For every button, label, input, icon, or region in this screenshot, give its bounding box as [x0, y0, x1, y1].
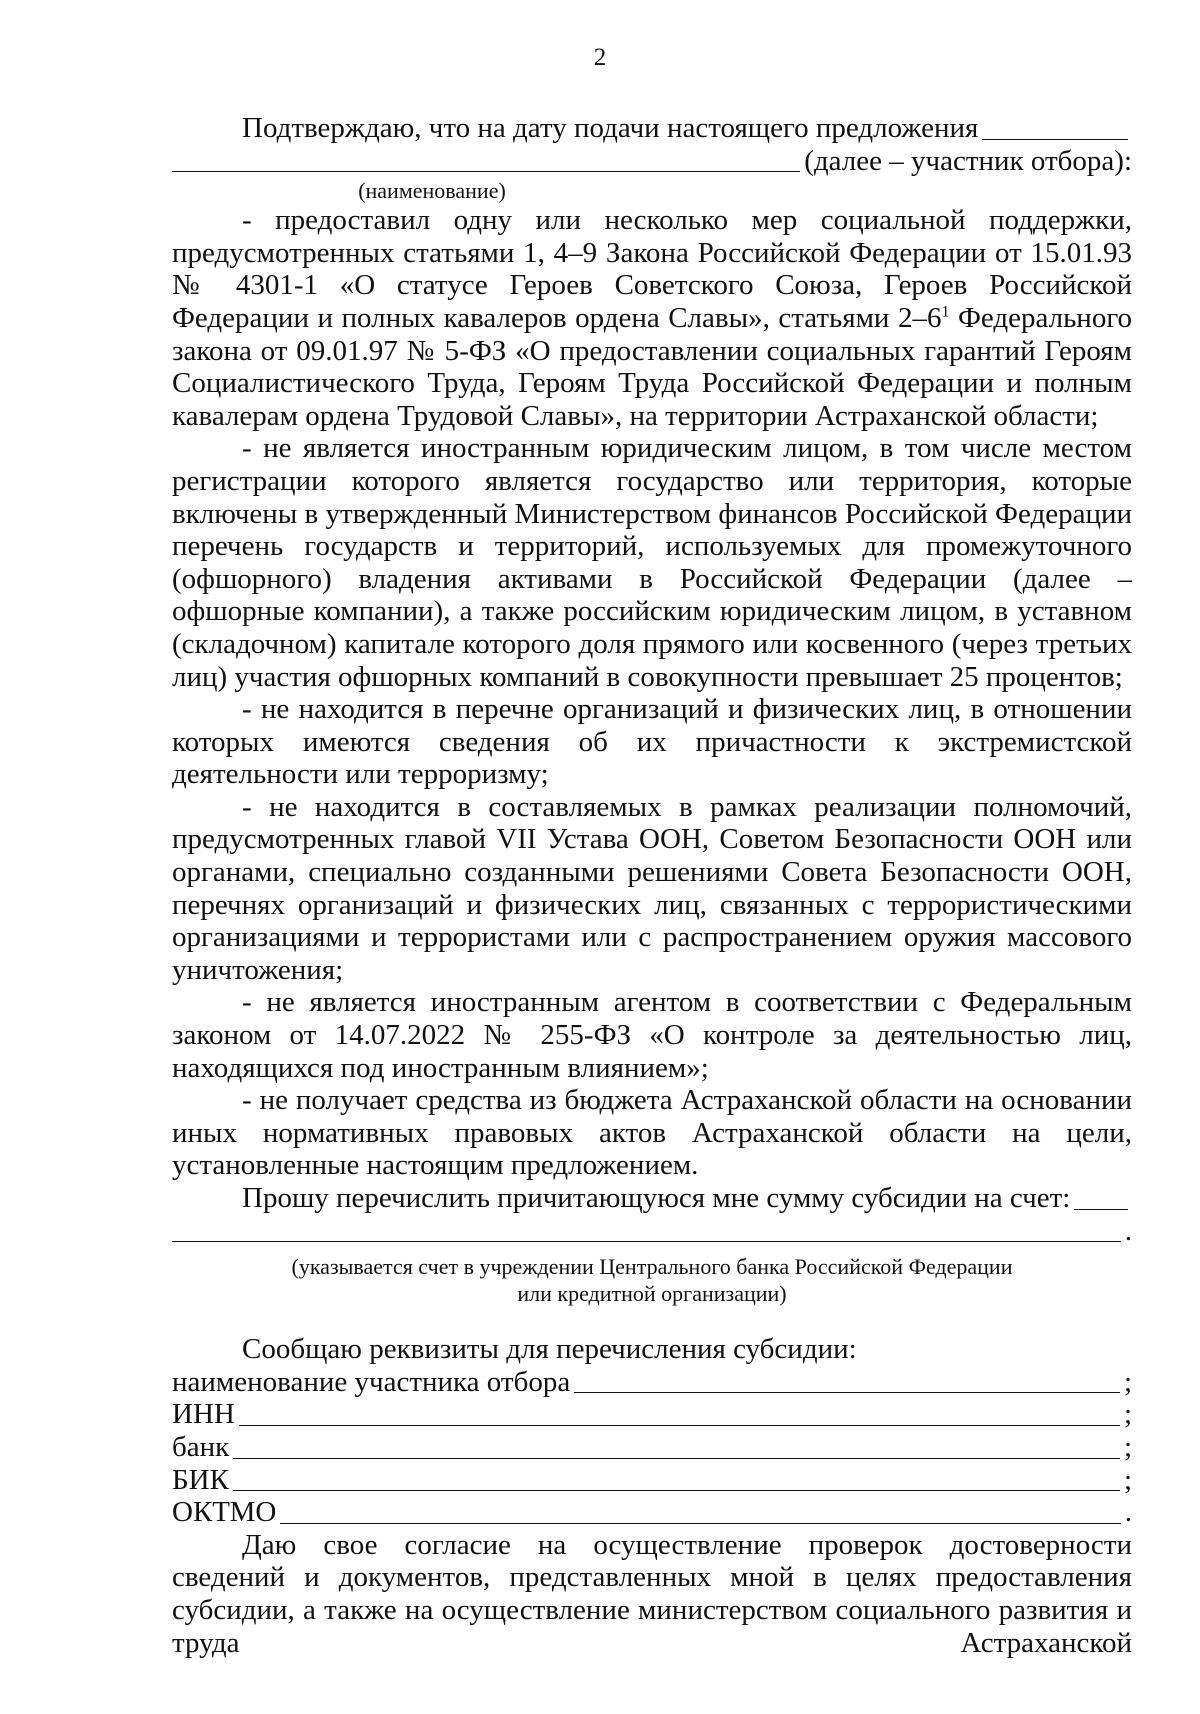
account-caption-1: (указывается счет в учреждении Центрального банка Российской Федерации	[291, 1254, 1013, 1280]
account-blank-2[interactable]	[172, 1218, 1121, 1242]
field-bik: БИК ;	[172, 1463, 1132, 1496]
requisites-heading: Сообщаю реквизиты для перечисления субсидии:	[242, 1333, 857, 1366]
bank-input[interactable]	[233, 1435, 1120, 1459]
account-blank-1[interactable]	[1074, 1186, 1128, 1210]
bullet-budget: - не получает средства из бюджета Астраханской области на основании иных нормативных правовых актов Астраханской области на цели, установленные настоящим предложением.	[172, 1084, 1132, 1182]
bik-input[interactable]	[233, 1467, 1120, 1491]
inn-input[interactable]	[239, 1402, 1120, 1426]
bullet-foreign-agent: - не является иностранным агентом в соответствии с Федеральным законом от 14.07.2022 № 255-ФЗ «О контроле за деятельностью лиц, находящихся под иностранным влиянием»;	[172, 986, 1132, 1084]
account-request: Прошу перечислить причитающуюся мне сумму субсидии на счет:	[242, 1182, 1071, 1214]
bullet-offshore: - не является иностранным юридическим лицом, в том числе местом регистрации которого является государство или территория, которые включены в утвержденный Министерством финансов Российской Федерации перечень государств и территорий, используемых для промежуточного (офшорного) владения активами в Российской Федерации (далее – офшорные компании), а также российским юридическим лицом, в уставном (складочном) капитале которого доля прямого или косвенного (через третьих лиц) участия офшорных компаний в совокупности превышает 25 процентов;	[172, 432, 1133, 693]
account-line-2	[172, 1215, 1132, 1248]
account-request-line	[172, 1182, 1132, 1215]
intro-tail: (далее – участник отбора):	[804, 144, 1132, 177]
field-oktmo: ОКТМО .	[172, 1496, 1132, 1529]
superscript: 1	[941, 303, 950, 321]
bullet-social-support: - предоставил одну или несколько мер социальной поддержки, предусмотренных статьями 1, 4–9 Закона Российской Федерации от 15.01.93 № 4301-1 «О статусе Героев Советского Союза, Героев Российской Федерации и полных кавалеров ордена Славы», статьями $2-6^1$ Федерального закона от 09.01.97 № 5-ФЗ «О предоставлении социальных гарантий Героям Социалистического Труда, Героям Труда Российской Федерации и полным кавалерам ордена Трудовой Славы», на территории Астраханской области;	[172, 204, 1132, 432]
document-body	[172, 112, 1132, 1659]
oktmo-input[interactable]	[280, 1500, 1120, 1524]
consent-paragraph: Даю свое согласие на осуществление проверок достоверности сведений и документов, представленных мной в целях предоставления субсидии, а также на осуществление министерством социального развития и труда Астраханской	[172, 1528, 1132, 1659]
bullet-un-sanctions: - не находится в составляемых в рамках реализации полномочий, предусмотренных главой VII Устава ООН, Советом Безопасности ООН или органами, специально созданными решениями Совета Безопасности ООН, перечнях организаций и физических лиц, связанных с террористическими организациями и террористами или с распространением оружия массового уничтожения;	[172, 790, 1132, 986]
intro-line-1	[172, 112, 1132, 145]
field-inn: ИНН ;	[172, 1398, 1132, 1431]
account-end: .	[1124, 1214, 1132, 1247]
field-participant-name: наименование участника отбора ;	[172, 1365, 1132, 1398]
name-caption: (наименование)	[358, 178, 506, 204]
field-bank: банк ;	[172, 1430, 1132, 1463]
participant-blank-1[interactable]	[982, 116, 1128, 140]
account-caption-2: или кредитной организации)	[517, 1281, 787, 1307]
intro-text: Подтверждаю, что на дату подачи настоящего предложения	[242, 112, 979, 144]
intro-line-2	[172, 145, 1132, 178]
participant-name-input[interactable]	[574, 1369, 1120, 1393]
bullet-extremism: - не находится в перечне организаций и физических лиц, в отношении которых имеются сведения об их причастности к экстремистской деятельности или терроризму;	[172, 693, 1132, 791]
page-number: 2	[593, 44, 607, 71]
participant-blank-2[interactable]	[172, 148, 800, 172]
